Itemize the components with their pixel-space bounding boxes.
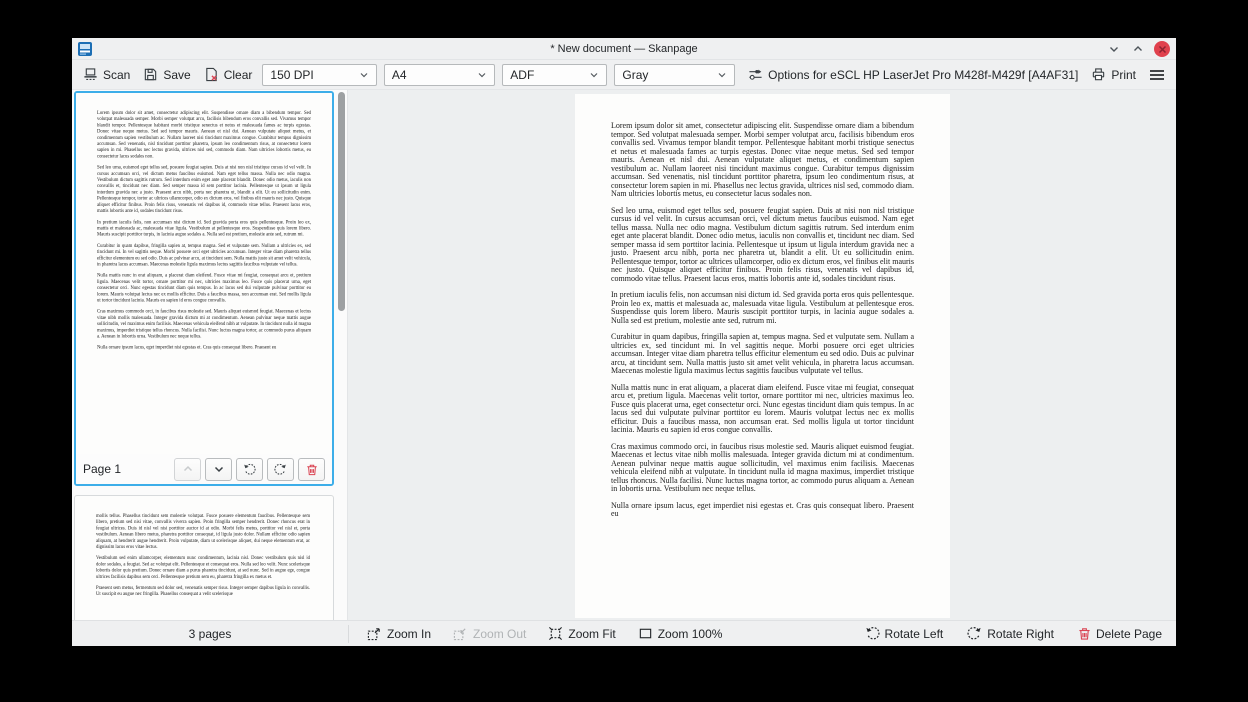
printer-icon (1091, 67, 1106, 82)
zoom-100-label: Zoom 100% (657, 626, 723, 641)
delete-page-label: Delete Page (1095, 626, 1162, 641)
page-count: 3 pages (188, 626, 232, 641)
zoom-100-icon (638, 626, 653, 641)
paragraph: Vestibulum sed enim ullamcorper, elementum nunc condimentum, lacinia nisl. Donec vestibulum quis nisl id dolor sodales, a feugiat. Sed ac volutpat elit. Pellentesque et consequat eros. Nulla sed leo velit. Nunc scelerisque lobortis dolor quis pretium. Donec ornare diam a purus pharetra tincidunt, at sed nunc. Sed in augue ege, congue ultrices facilisis dapibus sem orci. Pellentesque pretium sem eu, pharetra fringilla ex metus et. (96, 555, 310, 580)
rotate-right-icon (967, 626, 982, 641)
print-label: Print (1111, 67, 1136, 82)
chevron-down-icon (359, 70, 369, 80)
page1-thumbnail-text (76, 93, 332, 373)
chevron-down-icon (477, 70, 487, 80)
rotate-left-button[interactable] (861, 623, 948, 644)
page-size-value: A4 (391, 67, 407, 82)
scanner-icon (83, 67, 98, 82)
delete-page1-button[interactable] (298, 458, 325, 481)
main-toolbar (72, 60, 1176, 90)
zoom-fit-button[interactable] (544, 623, 619, 644)
scanner-options-button[interactable] (745, 64, 1081, 85)
clear-document-icon (204, 67, 219, 82)
hamburger-icon (1149, 68, 1165, 82)
rotate-page-left-button[interactable] (236, 458, 263, 481)
chevron-down-icon (717, 70, 727, 80)
titlebar (72, 38, 1176, 60)
zoom-in-button[interactable] (363, 623, 435, 644)
page1-controls-row (76, 454, 332, 484)
page1-label: Page 1 (83, 462, 122, 476)
source-select[interactable] (502, 64, 607, 86)
paragraph: Sed leo urna, euismod eget tellus sed, posuere feugiat sapien. Duis at nisi non nisl tristique cursus id vel velit. In cursus accumsan orci, vel dictum metus faucibus euismod. Nam eget tellus massa. Nulla nec odio magna. Vestibulum dictum sagittis rutrum. Sed interdum enim eget ante placerat blandit. Donec odio metus, iaculis non convallis et, tincidunt nec diam. Sed semper massa id sem porttitor lacinia. Pellentesque ut ipsum ut ligula interdum gravida nec a justo. Praesent arcu nibh, porta nec pharetra ut, blandit a elit. Ut eu sollicitudin enim. Pellentesque tempor, tortor ac ultrices ullamcorper, odio ex dictum eros, vel finibus elit mauris nec justo. Quisque aliquet efficitur finibus. Proin felis risus, venenatis vel dapibus id, commodo vitae tellus. Praesent lacus eros, mattis lobortis ante id, sodales tincidunt risus. (97, 165, 311, 214)
close-button[interactable] (1154, 41, 1170, 57)
paragraph: Lorem ipsum dolor sit amet, consectetur adipiscing elit. Suspendisse ornare diam a bibendum tempor. Sed volutpat malesuada semper. Morbi semper volutpat arcu, facilisis bibendum eros convallis sed. Vivamus tempor blandit tempor. Pellentesque habitant morbi tristique senectus et netus et malesuada fames ac turpis egestas. Donec vitae neque metus. Sed sed tempor mauris. Aenean et nisl dui. Aenean vulputate aliquet metus, et condimentum sapien vestibulum ac. Nullam laoreet nisi tincidunt maximus congue. Curabitur tempus dignissim accumsan. Sed venenatis, nisl tincidunt porttitor pharetra, ipsum leo condimentum risus, at consectetur lorem sapien in mi. Phasellus nec lectus gravida, ultrices nisl sed, commodo diam. Nam ultricies lobortis metus, eu consectetur lacus sodales non. (611, 121, 914, 198)
paragraph: Cras maximus commodo orci, in faucibus risus molestie sed. Mauris aliquet euismod feugiat. Maecenas et lectus vitae nibh mollis malesuada. Integer gravida dictum mi at condimentum. Aenean pulvinar neque mattis augue sollicitudin, vel maximus enim facilisis. Maecenas vehicula eleifend nibh at vulputate. In tincidunt nulla id magna maximus, imperdiet tristique tellus rhoncus. Nulla facilisi. Nunc luctus magna tortor, ac commodo purus aliquam a. Aenean in lobortis urna. Vestibulum nec neque tellus. (97, 309, 312, 339)
scanner-options-label: Options for eSCL HP LaserJet Pro M428f-M429f [A4AF31] (768, 67, 1079, 82)
paragraph: Nulla ornare ipsum lacus, eget imperdiet nisi egestas et. Cras quis consequat libero. Praesent eu (611, 500, 914, 518)
resolution-value: 150 DPI (270, 67, 314, 82)
page1-thumbnail-selected[interactable] (74, 91, 334, 486)
document-page[interactable] (575, 94, 950, 618)
rotate-left-label: Rotate Left (884, 626, 944, 641)
page2-thumbnail[interactable] (74, 495, 334, 620)
chevron-down-icon (589, 70, 599, 80)
zoom-out-button[interactable] (449, 623, 530, 644)
zoom-out-icon (453, 626, 468, 641)
print-button[interactable] (1088, 64, 1139, 85)
paragraph: Nulla ornare ipsum lacus, eget imperdiet nisi egestas et. Cras quis consequat libero. Praesent eu (97, 345, 277, 351)
paragraph: Lorem ipsum dolor sit amet, consectetur adipiscing elit. Suspendisse ornare diam a bibendum tempor. Sed volutpat malesuada semper. Morbi semper volutpat arcu, facilisis bibendum eros convallis sed. Vivamus tempor blandit tempor. Pellentesque habitant morbi tristique senectus et netus et malesuada fames ac turpis egestas. Donec vitae neque metus. Sed sed tempor mauris. Aenean et nisl dui. Aenean vulputate aliquet metus, et condimentum sapien vestibulum ac. Nullam laoreet nisi tincidunt maximus congue. Curabitur tempus dignissim accumsan. Sed venenatis, nisl tincidunt porttitor pharetra, ipsum leo condimentum risus, at consectetur lorem sapien in mi. Phasellus nec lectus gravida, ultrices nisl sed, commodo diam. Nam ultricies lobortis metus, eu consectetur lacus sodales non. (97, 110, 311, 159)
paragraph: In pretium iaculis felis, non accumsan nisi dictum id. Sed gravida porta eros quis pellentesque. Proin leo ex, mattis et malesuada ac, malesuada vitae ligula. Vestibulum at pellentesque eros. Suspendisse quis lorem libero. Mauris suscipit porttitor turpis, in lacinia augue sodales a. Nulla sed est pretium, molestie ante sed, rutrum mi. (97, 219, 311, 238)
paragraph: Cras maximus commodo orci, in faucibus risus molestie sed. Mauris aliquet euismod feugiat. Maecenas et lectus vitae nibh mollis malesuada. Integer gravida dictum mi at condimentum. Aenean pulvinar neque mattis augue sollicitudin, vel maximus enim facilisis. Maecenas vehicula eleifend nibh at vulputate. In tincidunt nulla id magna maximus, imperdiet tristique tellus rhoncus. Nulla facilisi. Nunc luctus magna tortor, ac commodo purus aliquam a. Aenean in lobortis urna. Vestibulum nec neque tellus. (611, 441, 914, 493)
paragraph: In pretium iaculis felis, non accumsan nisi dictum id. Sed gravida porta eros quis pellentesque. Proin leo ex, mattis et malesuada ac, malesuada vitae ligula. Vestibulum at pellentesque eros. Suspendisse quis lorem libero. Mauris suscipit porttitor turpis, in lacinia augue sodales a. Nulla sed est pretium, molestie ante sed, rutrum mi. (611, 290, 914, 325)
zoom-fit-icon (548, 626, 563, 641)
rotate-page-right-button[interactable] (267, 458, 294, 481)
resolution-select[interactable] (262, 64, 377, 86)
zoom-fit-label: Zoom Fit (568, 626, 616, 641)
clear-button[interactable] (201, 64, 256, 85)
statusbar (72, 620, 1176, 646)
zoom-in-icon (367, 626, 382, 641)
statusbar-divider (348, 625, 349, 643)
paragraph: Curabitur in quam dapibus, fringilla sapien at, tempus magna. Sed et vulputate sem. Nullam a ultricies ex, sed tincidunt mi. In vel sagittis neque. Morbi posuere orci eget ultricies accumsan. Integer vitae diam pharetra tellus efficitur elementum eu sed odio. Duis ac pulvinar arcu, at tincidunt sem. Nulla mattis justo sit amet velit vehicula, in pharetra lacus accumsan. Maecenas molestie ligula maximus lectus sagittis faucibus vulputate vel tellus. (97, 243, 311, 267)
color-mode-value: Gray (622, 67, 649, 82)
thumbnail-scrollbar[interactable] (338, 92, 345, 311)
move-page-down-button[interactable] (205, 458, 232, 481)
paragraph: mollis tellus. Phasellus tincidunt sem molestie volutpat. Fusce posuere elementum faucibus. Pellentesque sem libero, pretium sed nisi vitae, convallis viverra sapien. Proin fringilla semper hendrerit. Donec rhoncus erat in feugiat ultrices. Duis id nisl vel nisi porttitor auctor id at odio. Morbi felis metus, porttitor vel nisl et, porta vestibulum. Aenean libero metus, pharetra porttitor consequat, id ligula justo dolor. Nullam efficitur odio sapien aliquam, at hendrerit augue hendrerit. Proin vulputate, diam ut scelerisque aliquet, dui neque elementum erat, ac dignissim lacus eros vitae lectus. (96, 513, 310, 550)
page1-thumbnail-image[interactable] (76, 93, 332, 454)
rotate-left-icon (865, 626, 880, 641)
color-mode-select[interactable] (614, 64, 735, 86)
document-viewer[interactable] (348, 90, 1176, 620)
save-label: Save (163, 67, 191, 82)
rotate-right-button[interactable] (963, 623, 1058, 644)
delete-page-button[interactable] (1074, 623, 1166, 644)
paragraph: Sed leo urna, euismod eget tellus sed, posuere feugiat sapien. Duis at nisi non nisl tristique cursus id vel velit. In cursus accumsan orci, vel dictum metus faucibus euismod. Nam eget tellus massa. Nulla nec odio magna. Vestibulum dictum sagittis rutrum. Sed interdum enim eget ante placerat blandit. Donec odio metus, iaculis non convallis et, tincidunt nec diam. Sed semper massa id sem porttitor lacinia. Pellentesque ut ipsum ut ligula interdum gravida nec a justo. Praesent arcu nibh, porta nec pharetra ut, blandit a elit. Ut eu sollicitudin enim. Pellentesque tempor, tortor ac ultrices ullamcorper, odio ex dictum eros, vel finibus elit mauris nec justo. Quisque aliquet efficitur finibus. Proin felis risus, venenatis vel dapibus id, commodo vitae tellus. Praesent lacus eros, mattis lobortis ante id, sodales tincidunt risus. (611, 205, 914, 283)
save-button[interactable] (140, 64, 193, 85)
sliders-icon (748, 67, 763, 82)
thumbnail-panel (72, 90, 348, 620)
scan-label: Scan (103, 67, 131, 82)
hamburger-menu-button[interactable] (1146, 65, 1168, 85)
zoom-100-button[interactable] (634, 623, 727, 644)
window-title: * New document — Skanpage (550, 42, 698, 55)
minimize-button[interactable] (1106, 41, 1122, 57)
paragraph: Nulla mattis nunc in erat aliquam, a placerat diam eleifend. Fusce vitae mi feugiat, consequat arcu et, pretium ligula. Maecenas velit tortor, ornare porttitor mi nec, ultricies maximus leo. Fusce quis placerat urna, eget consectetur orci. Nunc egestas tincidunt diam quis tempus. In ac lacus sed dui vulputate pulvinar porttitor eu lorem. Mauris volutpat lectus nec ex mollis efficitur. Duis a faucibus massa, non accumsan erat. Sed mollis ligula ut tortor tincidunt lacinia. Mauris eu sapien id eros congue convallis. (611, 382, 914, 434)
zoom-in-label: Zoom In (387, 626, 432, 641)
move-page-up-button[interactable] (174, 458, 201, 481)
scan-button[interactable] (80, 64, 133, 85)
maximize-button[interactable] (1130, 41, 1146, 57)
page2-thumbnail-text (75, 496, 331, 619)
trash-icon (1078, 626, 1091, 641)
paragraph: Praesent sem metus, fermentum sed dolor sed, venenatis semper risus. Integer semper dapibus ligula in convallis. Ut suscipit eu augue nec fringilla. Phasellus consequat a velit scelerisque (96, 585, 310, 597)
save-icon (143, 67, 158, 82)
clear-label: Clear (223, 67, 253, 82)
source-value: ADF (510, 67, 535, 82)
rotate-right-label: Rotate Right (987, 626, 1054, 641)
page-size-select[interactable] (384, 64, 495, 86)
skanpage-window (72, 38, 1176, 646)
zoom-out-label: Zoom Out (473, 626, 527, 641)
paragraph: Curabitur in quam dapibus, fringilla sapien at, tempus magna. Sed et vulputate sem. Nullam a ultricies ex, sed tincidunt mi. In vel sagittis neque. Morbi posuere orci eget ultricies accumsan. Integer vitae diam pharetra tellus efficitur elementum eu sed odio. Duis ac pulvinar arcu, at tincidunt sem. Nulla mattis justo sit amet velit vehicula, in pharetra lacus accumsan. Maecenas molestie ligula maximus lectus sagittis faucibus vulputate vel tellus. (611, 332, 914, 375)
paragraph: Nulla mattis nunc in erat aliquam, a placerat diam eleifend. Fusce vitae mi feugiat, consequat arcu et, pretium ligula. Maecenas velit tortor, ornare porttitor mi nec, ultricies maximus leo. Fusce quis placerat urna, eget consectetur orci. Nunc egestas tincidunt diam quis tempus. In ac lacus sed dui vulputate pulvinar porttitor eu lorem. Mauris volutpat lectus nec ex mollis efficitur. Duis a faucibus massa, non accumsan erat. Sed mollis ligula ut tortor tincidunt lacinia. Mauris eu sapien id eros congue convallis. (97, 273, 311, 303)
